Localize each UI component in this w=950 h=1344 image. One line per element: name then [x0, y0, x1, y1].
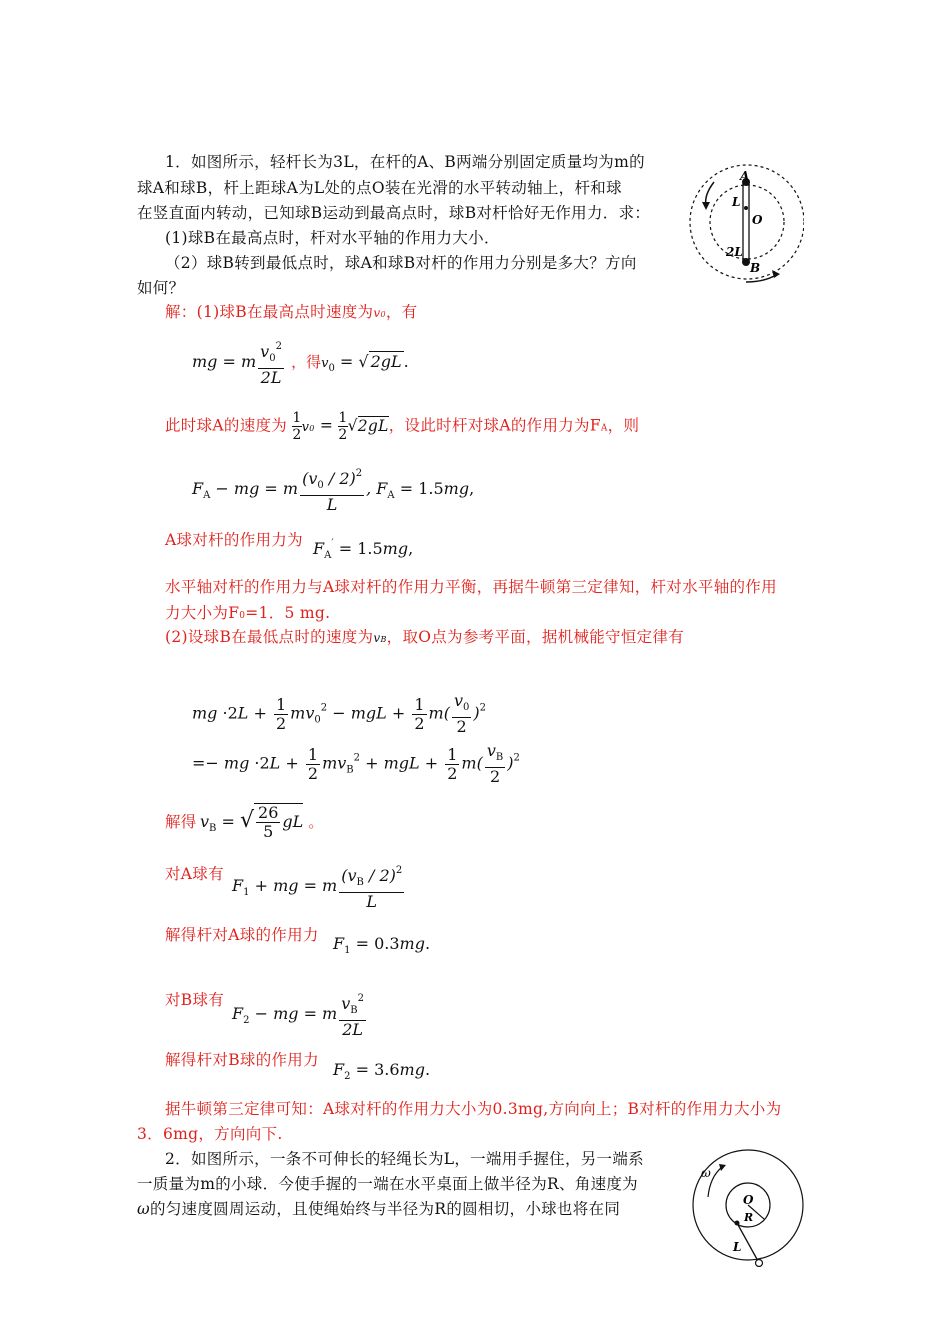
solution-f1-result-label: 解得杆对A球的作用力 [165, 926, 319, 944]
figure1-label-l: L [732, 195, 741, 209]
problem1-line1: 1．如图所示，轻杆长为3L，在杆的A、B两端分别固定质量均为m的 [165, 153, 645, 171]
solution-part2-intro: (2)设球B在最低点时的速度为vB，取O点为参考平面，据机械能守恒定律有 [165, 628, 685, 646]
solution-conclusion-line1: 据牛顿第三定律可知：A球对杆的作用力大小为0.3mg,方向向上；B对杆的作用力大小为 [165, 1100, 782, 1118]
problem2-line1: 2．如图所示，一条不可伸长的轻绳长为L，一端用手握住，另一端系 [165, 1150, 644, 1168]
figure2-rope-diagram [688, 1147, 808, 1267]
figure1-label-2l: 2L [726, 245, 743, 259]
problem1-question2-cont: 如何？ [137, 279, 185, 297]
problem2-line3-text: 的匀速度圆周运动，且使绳始终与半径为R的圆相切，小球也将在同 [149, 1200, 621, 1218]
equation-f1-result: $F_1 = 0.3mg$. [333, 934, 431, 956]
solution-vA: 此时球A的速度为 $\frac{1}{2}$ v0 = $\frac{1}{2}$ √2gL，设此时杆对球A的作用力为FA，则 [165, 410, 640, 443]
solution-axis-line2: 力大小为F0=1．5 mg. [165, 604, 331, 622]
solution-axis-line1: 水平轴对杆的作用力与A球对杆的作用力平衡，再据牛顿第三定律知，杆对水平轴的作用 [165, 578, 777, 596]
equation-fa-prime: $F_A' = 1.5mg$, [313, 538, 414, 561]
solution-part2-text: (2)设球B在最低点时的速度为 [165, 628, 374, 646]
solution-intro-text: 解：(1)球B在最高点时速度为 [165, 303, 374, 321]
equation-f2-result: $F_2 = 3.6mg$. [333, 1060, 431, 1082]
figure2-label-o: O [743, 1193, 754, 1207]
solution-vA-text: 此时球A的速度为 [165, 416, 288, 435]
solution-conclusion-line2: 3．6mg，方向向下. [137, 1125, 283, 1143]
equation-1: mg = m $\frac{v_0^2}{2L}$ ，得$v_0$ = √ 2gL . [192, 338, 409, 387]
equation-energy-line2: =− mg ·2L + $\frac{1}{2}$ $mv_B^2$ + mgL + $\frac{1}{2}$ m( $\frac{v_B}{2}$ )$^2$ [192, 741, 520, 786]
solution-vA-text2: ，设此时杆对球A的作用力为F [388, 416, 601, 435]
figure1-label-b: B [750, 261, 761, 275]
figure1-label-a: A [740, 169, 750, 183]
figure2-label-r: R [744, 1211, 754, 1224]
problem1-question1: (1)球B在最高点时，杆对水平轴的作用力大小． [165, 229, 500, 247]
problem1-line3: 在竖直面内转动，已知球B运动到最高点时，球B对杆恰好无作用力．求： [137, 204, 651, 222]
solution-vA-text3: ，则 [607, 416, 640, 435]
solution-axis-line2-a: 力大小为F [165, 604, 240, 622]
solution-intro: 解：(1)球B在最高点时速度为v0，有 [165, 303, 418, 321]
solution-f2-result-label: 解得杆对B球的作用力 [165, 1051, 319, 1069]
solution-vb-label: 解得 [165, 813, 197, 831]
figure2-label-l: L [733, 1240, 742, 1254]
problem2-line3 [137, 1199, 620, 1219]
solution-intro-end: ，有 [385, 303, 418, 321]
figure2-label-omega: ω [701, 1166, 711, 1180]
problem2-omega: ω [137, 1200, 150, 1218]
solution-part2-text2: ，取O点为参考平面，据机械能守恒定律有 [386, 628, 685, 646]
equation-vb: $v_B$ = √ $\frac{26}{5}$ gL 。 [200, 803, 324, 841]
problem1-question2: （2）球B转到最低点时，球A和球B对杆的作用力分别是多大？方向 [165, 254, 637, 272]
figure1-label-o: O [752, 213, 763, 227]
solution-axis-line2-b: =1．5 mg. [245, 604, 331, 622]
solution-a-ball: 对A球有 [165, 865, 224, 883]
problem2-line2: 一质量为m的小球．今使手握的一端在水平桌面上做半径为R、角速度为 [137, 1175, 638, 1193]
equation-f2: $F_2$ − mg = m $\frac{v_B^2}{2L}$ [232, 990, 368, 1039]
equation-f1: $F_1$ + mg = m $\frac{(v_B / 2)^2}{L}$ [232, 862, 406, 911]
equation-fa: $F_A$ − mg = m $\frac{(v_0 / 2)^2}{L}$ , $F_A = 1.5mg$, [192, 465, 474, 514]
solution-b-ball: 对B球有 [165, 991, 225, 1009]
figure1-rod-diagram [684, 160, 804, 286]
equation-energy-line1: mg ·2L + $\frac{1}{2}$ $mv_0^2$ − mgL + $\frac{1}{2}$ m( $\frac{v_0}{2}$ )$^2$ [192, 691, 486, 736]
problem1-line2: 球A和球B，杆上距球A为L处的点O装在光滑的水平转动轴上，杆和球 [137, 179, 622, 197]
solution-a-on-rod: A球对杆的作用力为 [165, 531, 303, 549]
